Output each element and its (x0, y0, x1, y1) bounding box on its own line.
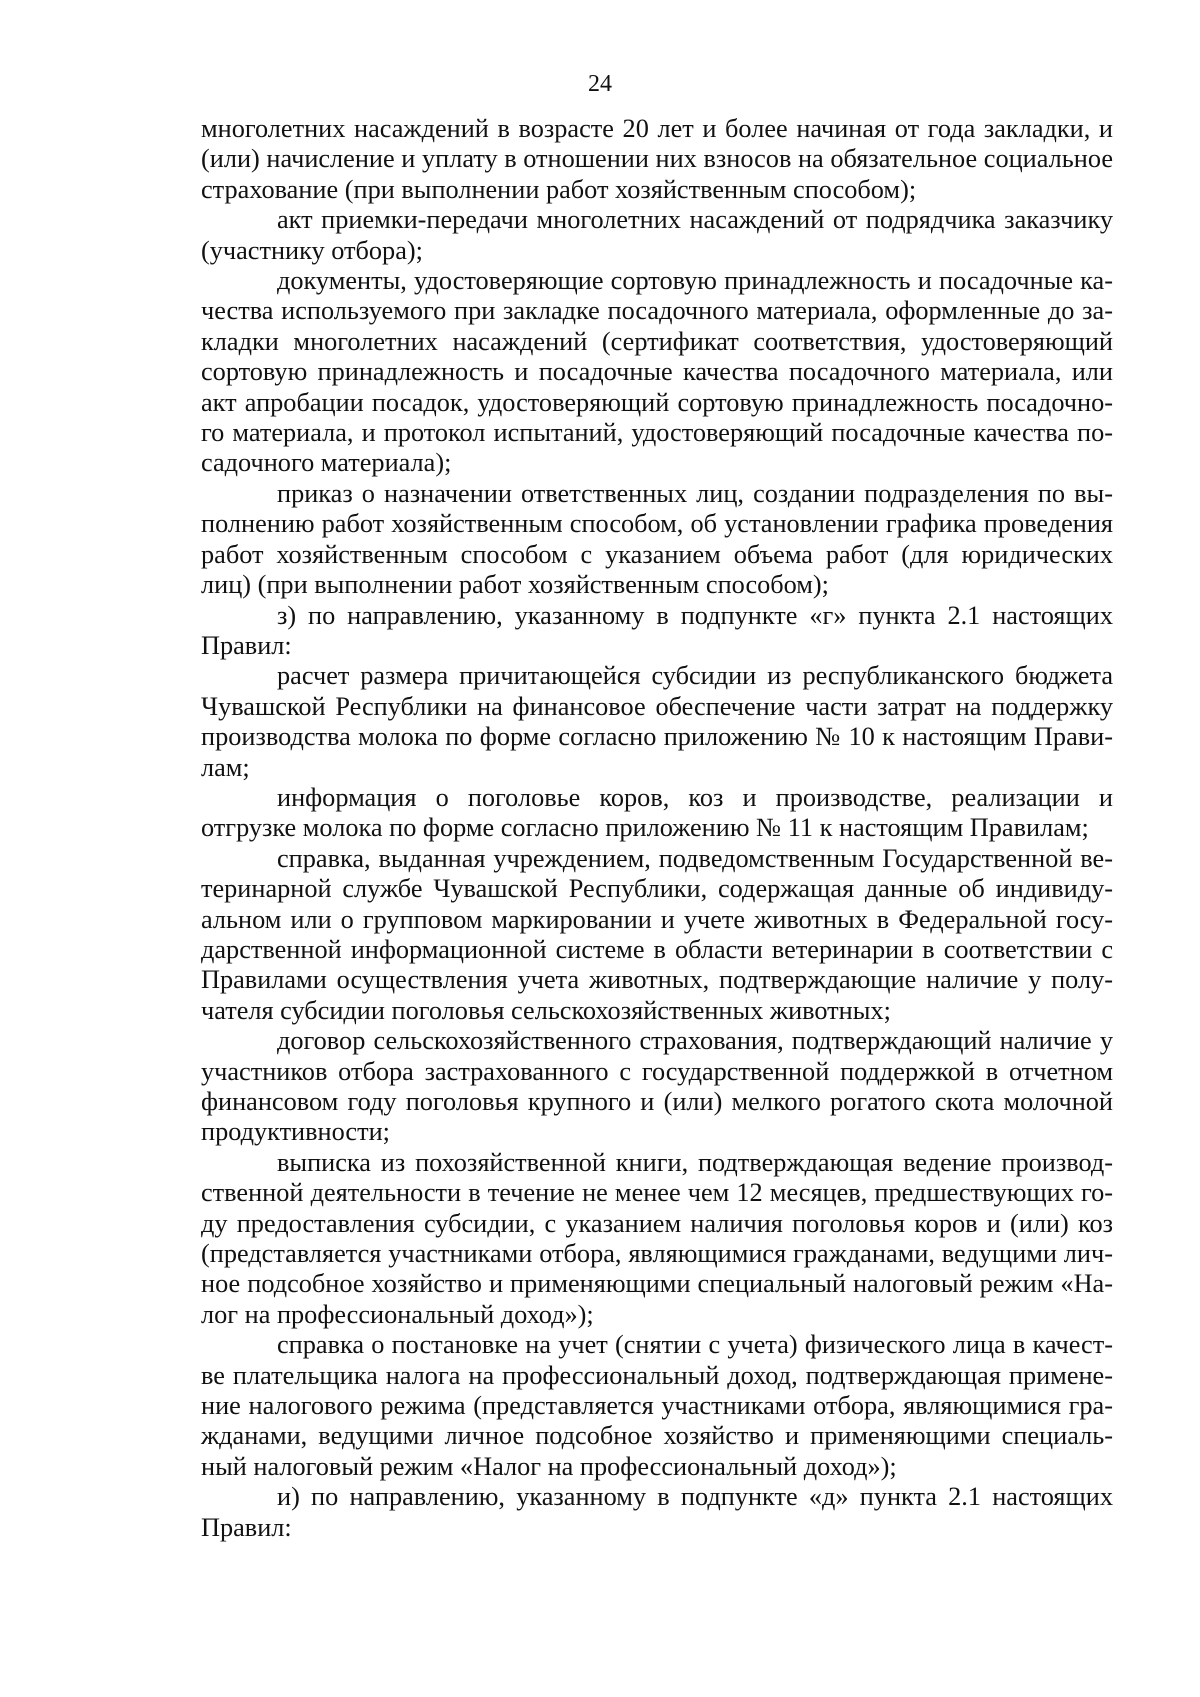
paragraph: расчет размера причитающейся субсидии из республиканского бюджета Чувашской Республики на финансовое обеспечение части затрат на поддержку производства молока по форме согласно приложению № 10 к настоящим Правилам; (201, 661, 1113, 782)
paragraph: документы, удостоверяющие сортовую принадлежность и посадочные качества используемого при закладке посадочного материала, оформленные до закладки многолетних насаждений (сертификат соответствия, удостоверяющий сортовую принадлежность и посадочные качества посадочного материала, или акт апробации посадок, удостоверяющий сортовую принадлежность посадочного материала, и протокол испытаний, удостоверяющий посадочные качества посадочного материала); (201, 266, 1113, 478)
paragraph: приказ о назначении ответственных лиц, создании подразделения по выполнению работ хозяйственным способом, об установлении графика проведения работ хозяйственным способом с указанием объема работ (для юридических лиц) (при выполнении работ хозяйственным способом); (201, 478, 1113, 600)
paragraph: выписка из похозяйственной книги, подтверждающая ведение производственной деятельности в течение не менее чем 12 месяцев, предшествующих году предоставления субсидии, с указанием наличия поголовья коров и (или) коз (представляется участниками отбора, являющимися гражданами, ведущими личное подсобное хозяйство и применяющими специальный налоговый режим «Налог на профессиональный доход»); (201, 1147, 1113, 1329)
paragraph: информация о поголовье коров, коз и производстве, реализации и отгрузке молока по форме согласно приложению № 11 к настоящим Правилам; (201, 782, 1113, 843)
paragraph: з) по направлению, указанному в подпункте «г» пункта 2.1 настоящих Правил: (201, 600, 1113, 660)
paragraph: справка, выданная учреждением, подведомственным Государственной ветеринарной службе Чувашской Республики, содержащая данные об индивидуальном или о групповом маркировании и учете животных в Федеральной государственной информационной системе в области ветеринарии в соответствии с Правилами осуществления учета животных, подтверждающие наличие у получателя субсидии поголовья сельскохозяйственных животных; (201, 843, 1113, 1025)
paragraph: и) по направлению, указанному в подпункте «д» пункта 2.1 настоящих Правил: (201, 1482, 1113, 1542)
paragraph: многолетних насаждений в возрасте 20 лет и более начиная от года закладки, и (или) начисление и уплату в отношении них взносов на обязательное социальное страхование (при выполнении работ хозяйственным способом); (201, 114, 1113, 204)
paragraph: договор сельскохозяйственного страхования, подтверждающий наличие у участников отбора застрахованного с государственной поддержкой в отчетном финансовом году поголовья крупного и (или) мелкого рогатого скота молочной продуктивности; (201, 1026, 1113, 1147)
document-body (201, 114, 1113, 1543)
paragraph: акт приемки-передачи многолетних насаждений от подрядчика заказчику (участнику отбора); (201, 205, 1113, 265)
paragraph: справка о постановке на учет (снятии с учета) физического лица в качестве плательщика налога на профессиональный доход, подтверждающая применение налогового режима (представляется участниками отбора, являющимися гражданами, ведущими личное подсобное хозяйство и применяющими специальный налоговый режим «Налог на профессиональный доход»); (201, 1330, 1113, 1481)
page-number: 24 (588, 71, 612, 97)
